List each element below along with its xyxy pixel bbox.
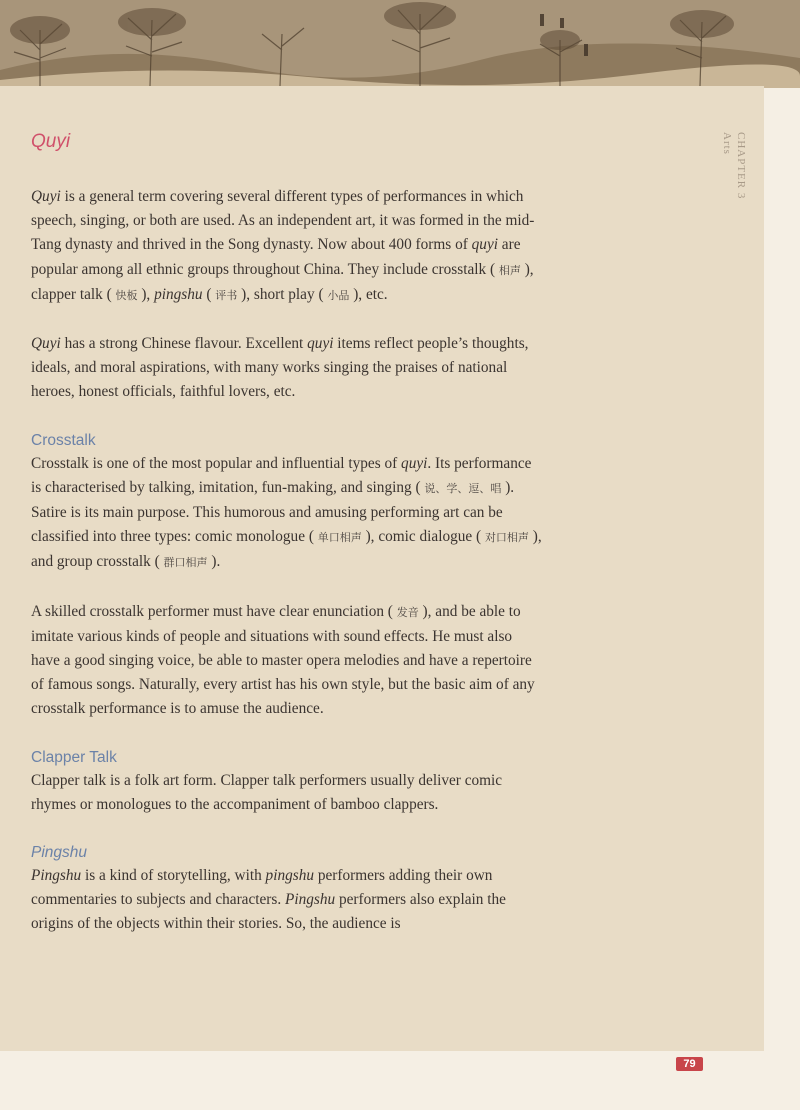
flavour-paragraph: Quyi has a strong Chinese flavour. Excellent quyi items reflect people’s thoughts, ideals, and moral aspirations, with many works singing the praises of national heroes, honest officials, faithful lovers, etc. <box>31 335 529 401</box>
chapter-label: CHAPTER 3 <box>735 132 747 200</box>
clapper-paragraph: Clapper talk is a folk art form. Clapper talk performers usually deliver comic rhymes or monologues to the accompaniment of bamboo clappers. <box>31 771 503 813</box>
article-body <box>31 124 543 937</box>
header-painting-banner <box>0 0 800 88</box>
section-heading-pingshu: Pingshu <box>31 844 88 862</box>
chapter-sidebar <box>721 132 747 352</box>
landscape-painting-image <box>0 0 800 88</box>
page-number-badge: 79 <box>676 1057 703 1071</box>
section-heading-crosstalk: Crosstalk <box>31 431 96 449</box>
crosstalk-paragraph-2: A skilled crosstalk performer must have clear enunciation ( 发音 ), and be able to imitate various kinds of people and situations with sound effects. He must also have a good singing voice, be able to master opera melodies and have a repertoire of famous songs. Naturally, every artist has his own style, but the basic aim of any crosstalk performance is to amuse the audience. <box>31 602 535 718</box>
intro-paragraph: Quyi is a general term covering several different types of performances in which speech, singing, or both are used. As an independent art, it was formed in the mid-Tang dynasty and thrived in the Song dynasty. Now about 400 forms of quyi are popular among all ethnic groups throughout China. They include crosstalk ( 相声 ), clapper talk ( 快板 ), pingshu ( 评书 ), short play ( 小品 ), etc. <box>31 188 535 303</box>
chapter-name: Arts <box>721 132 733 155</box>
section-heading-clapper-talk: Clapper Talk <box>31 748 117 766</box>
page-title: Quyi <box>31 131 71 152</box>
pingshu-paragraph: Pingshu is a kind of storytelling, with pingshu performers adding their own commentaries to subjects and characters. Pingshu performers also explain the origins of the objects within their stories. So, the audience is <box>31 867 506 933</box>
crosstalk-paragraph-1: Crosstalk is one of the most popular and influential types of quyi. Its performance is characterised by talking, imitation, fun-making, and singing ( 说、学、逗、唱 ). Satire is its main purpose. This humorous and amusing performing art can be classified into three types: comic monologue ( 单口相声 ), comic dialogue ( 对口相声 ), and group crosstalk ( 群口相声 ). <box>31 454 542 571</box>
